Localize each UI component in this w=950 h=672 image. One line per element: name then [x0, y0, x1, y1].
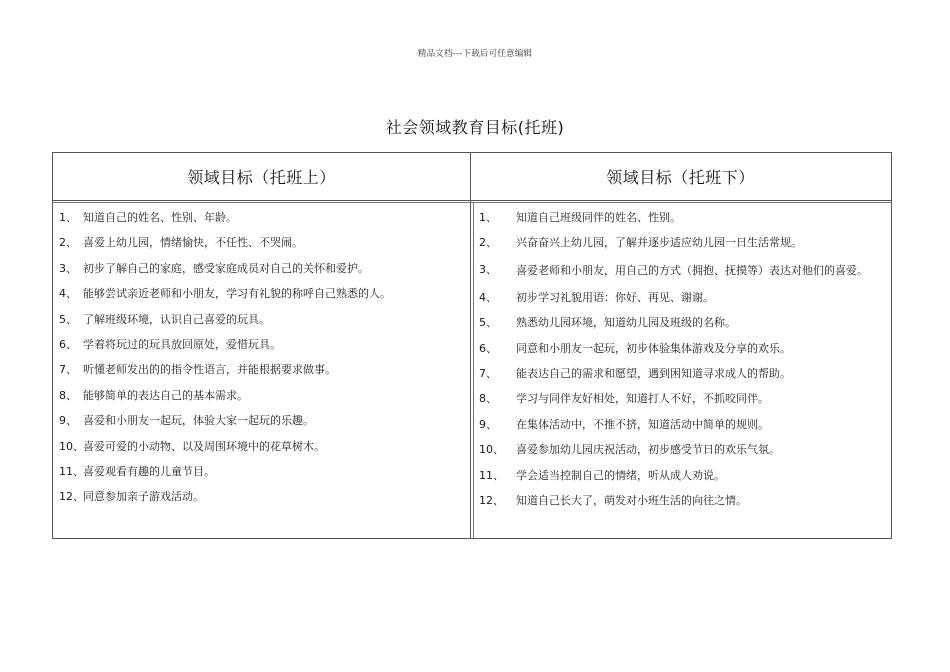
item-text: 初步学习礼貌用语：你好、再见、谢谢。 [516, 290, 714, 304]
item-number: 5、 [59, 312, 77, 326]
item-number: 4、 [479, 290, 497, 304]
list-item [53, 459, 470, 484]
item-number: 6、 [479, 341, 497, 355]
left-column-heading: 领域目标（托班上） [187, 168, 336, 187]
list-item [53, 307, 470, 332]
item-text: 学会适当控制自己的情绪，听从成人劝说。 [516, 468, 725, 482]
item-number: 11、 [479, 468, 504, 482]
item-text: 学习与同伴友好相处，知道打人不好，不抓咬同伴。 [516, 392, 769, 406]
item-text: 熟悉幼儿园环境，知道幼儿园及班级的名称。 [516, 316, 736, 330]
item-number: 1、 [479, 211, 497, 224]
item-text: 喜爱参加幼儿园庆祝活动，初步感受节日的欢乐气氛。 [516, 443, 780, 457]
list-item [470, 488, 891, 513]
item-text: 知道自己班级同伴的姓名、性别。 [516, 211, 681, 224]
left-column [53, 153, 470, 538]
item-text: 喜爱和小朋友一起玩，体验大家一起玩的乐趣。 [83, 414, 314, 428]
right-goal-list [470, 205, 891, 513]
document-title: 社会领域教育目标(托班) [385, 118, 565, 137]
item-number: 7、 [479, 367, 497, 381]
item-number: 6、 [59, 338, 77, 352]
item-text: 能够简单的表达自己的基本需求。 [83, 388, 248, 402]
item-text: 喜爱观看有趣的儿童节目。 [83, 465, 215, 479]
right-column-heading: 领域目标（托班下） [606, 168, 755, 187]
list-item [53, 230, 470, 255]
list-item [470, 256, 891, 285]
list-item [470, 463, 891, 488]
item-number: 12、 [59, 490, 84, 504]
item-number: 3、 [479, 262, 497, 276]
goals-table [52, 152, 892, 539]
item-number: 11、 [59, 465, 84, 479]
list-item [470, 437, 891, 462]
item-number: 8、 [479, 392, 497, 406]
header-note: 精品文档---下载后可任意编辑 [417, 49, 533, 59]
item-text: 初步了解自己的家庭，感受家庭成员对自己的关怀和爱护。 [83, 261, 369, 275]
item-text: 知道自己长大了，萌发对小班生活的向往之情。 [516, 494, 747, 508]
item-text: 同意和小朋友一起玩，初步体验集体游戏及分享的欢乐。 [516, 341, 791, 355]
item-number: 9、 [479, 417, 497, 431]
list-item [53, 357, 470, 382]
item-text: 喜爱老师和小朋友，用自己的方式（拥抱、抚摸等）表达对他们的喜爱。 [516, 263, 868, 277]
list-item [53, 484, 470, 509]
item-number: 5、 [479, 316, 497, 330]
item-text: 知道自己的姓名、性别、年龄。 [83, 211, 237, 224]
list-item [53, 383, 470, 408]
item-number: 7、 [59, 363, 77, 377]
item-text: 兴奋奋兴上幼儿园，了解并逐步适应幼儿园一日生活常规。 [516, 236, 802, 250]
item-number: 9、 [59, 414, 77, 428]
list-item [470, 230, 891, 255]
list-item [470, 386, 891, 411]
item-text: 学着将玩过的玩具放回原处，爱惜玩具。 [83, 338, 281, 352]
item-number: 2、 [479, 236, 497, 250]
item-text: 能够尝试亲近老师和小朋友，学习有礼貌的称呼自己熟悉的人。 [83, 287, 391, 301]
item-text: 喜爱可爱的小动物、以及周围环境中的花草树木。 [83, 439, 325, 453]
item-number: 10、 [59, 439, 84, 453]
item-text: 了解班级环境，认识自己喜爱的玩具。 [83, 312, 270, 326]
list-item [53, 332, 470, 357]
item-number: 10、 [479, 443, 504, 457]
list-item [470, 310, 891, 335]
item-number: 12、 [479, 494, 504, 508]
item-number: 4、 [59, 287, 77, 301]
list-item [53, 256, 470, 281]
list-item [470, 336, 891, 361]
list-item [53, 281, 470, 306]
list-item [53, 434, 470, 459]
item-number: 8、 [59, 388, 77, 402]
left-goal-list [53, 205, 470, 510]
list-item [470, 361, 891, 386]
list-item [53, 408, 470, 433]
item-text: 听懂老师发出的的指令性语言，并能根据要求做事。 [83, 363, 336, 377]
item-number: 3、 [59, 261, 77, 275]
list-item [53, 205, 470, 230]
item-number: 2、 [59, 236, 77, 250]
list-item [470, 205, 891, 230]
item-number: 1、 [59, 211, 77, 224]
list-item [470, 412, 891, 437]
list-item [470, 285, 891, 310]
item-text: 在集体活动中，不推不挤，知道活动中简单的规则。 [516, 417, 769, 431]
right-column [470, 153, 891, 538]
item-text: 能表达自己的需求和愿望，遇到困知道寻求成人的帮助。 [516, 367, 791, 381]
item-text: 同意参加亲子游戏活动。 [83, 490, 204, 504]
item-text: 喜爱上幼儿园，情绪愉快，不任性、不哭闹。 [83, 236, 303, 250]
